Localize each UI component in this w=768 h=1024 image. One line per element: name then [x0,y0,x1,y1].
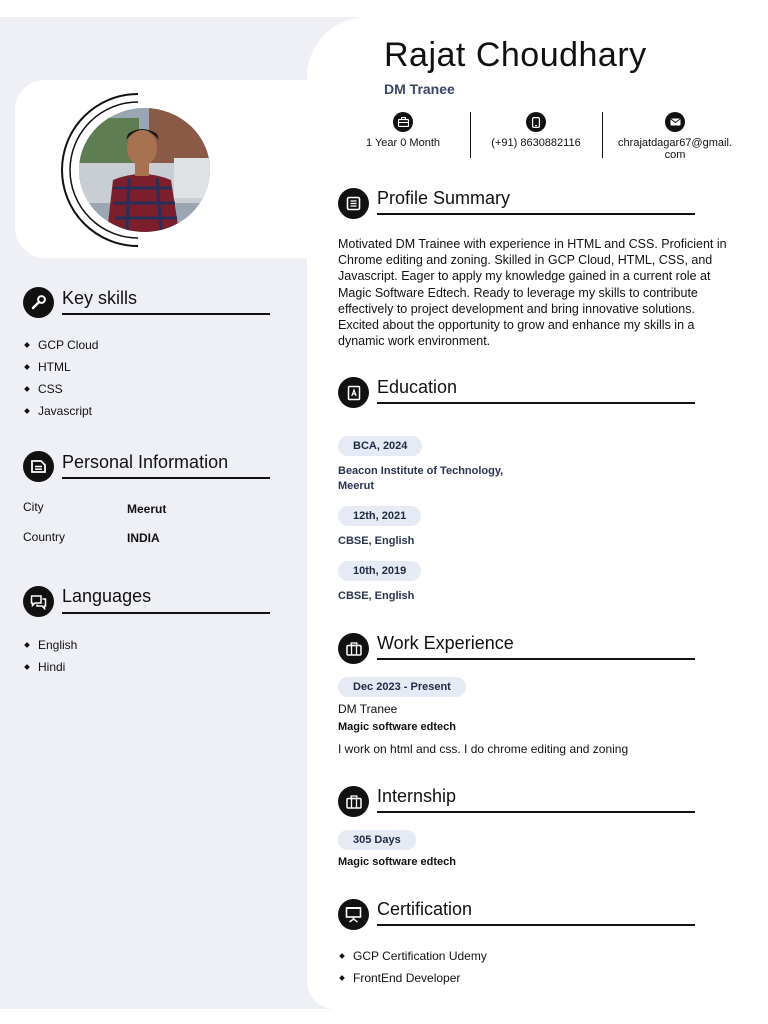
section-underline [62,313,270,315]
section-underline [62,477,270,479]
education-institution: CBSE, English [338,535,415,547]
wrench-icon [23,287,54,318]
contact-divider [602,112,603,158]
briefcase-icon [338,786,369,817]
briefcase-icon [338,633,369,664]
avatar [79,108,210,232]
key-skills-title: Key skills [62,288,138,308]
certification-list [338,945,487,989]
profile-summary-text: Motivated DM Trainee with experience in HTML and CSS. Proficient in Chrome editing and zoning. Skilled in GCP Cloud, HTML, CSS, and Javascript. Eager to apply my knowledge gained in a current role at Magic Software Edtech. Ready to leverage my skills to contribute effectively to project development and bring innovative solutions. Excited about the opportunity to grow and enhance my skills in a dynamic work environment. [338,237,727,349]
city-label: City [23,500,44,514]
city-value: Meerut [127,502,167,516]
country-value: INDIA [127,531,160,545]
contact-experience [360,112,446,149]
list-item: English [23,634,77,656]
work-company: Magic software edtech [338,721,456,733]
section-underline [377,658,695,660]
work-position: DM Tranee [338,702,398,716]
presentation-board-icon [338,899,369,930]
key-skills-list [23,334,98,422]
contact-email [612,112,738,161]
section-underline [377,213,695,215]
contact-email-text[interactable]: chrajatdagar67@gmail. com [618,137,732,161]
candidate-name: Rajat Choudhary [384,36,647,74]
education-institution: Beacon Institute of Technology, Meerut [338,465,504,492]
contact-divider [470,112,471,158]
profile-summary-title: Profile Summary [377,188,511,208]
book-icon [338,377,369,408]
contact-experience-text: 1 Year 0 Month [365,137,440,149]
list-item: CSS [23,378,98,400]
certification-title: Certification [377,899,473,919]
education-badge: 12th, 2021 [338,506,421,526]
list-item: HTML [23,356,98,378]
education-title: Education [377,377,458,397]
list-item: FrontEnd Developer [338,967,487,989]
list-item: Javascript [23,400,98,422]
work-experience-title: Work Experience [377,633,514,653]
education-institution: CBSE, English [338,590,415,602]
contact-phone-text[interactable]: (+91) 8630882116 [491,137,581,149]
list-item: Hindi [23,656,77,678]
chat-icon [23,586,54,617]
section-underline [377,924,695,926]
id-card-icon [23,451,54,482]
work-description: I work on html and css. I do chrome editing and zoning [338,742,629,756]
document-icon [338,188,369,219]
languages-list [23,634,77,678]
section-underline [377,402,695,404]
internship-duration-badge: 305 Days [338,830,416,850]
candidate-role: DM Tranee [384,81,455,97]
list-item: GCP Cloud [23,334,98,356]
contact-phone [484,112,588,149]
section-underline [62,612,270,614]
internship-title: Internship [377,786,457,806]
education-badge: 10th, 2019 [338,561,421,581]
phone-icon [526,112,546,132]
list-item: GCP Certification Udemy [338,945,487,967]
briefcase-icon [393,112,413,132]
internship-company: Magic software edtech [338,856,456,868]
email-icon [665,112,685,132]
personal-info-title: Personal Information [62,452,229,472]
languages-title: Languages [62,586,152,606]
work-date-badge: Dec 2023 - Present [338,677,466,697]
education-badge: BCA, 2024 [338,436,422,456]
section-underline [377,811,695,813]
country-label: Country [23,530,66,544]
